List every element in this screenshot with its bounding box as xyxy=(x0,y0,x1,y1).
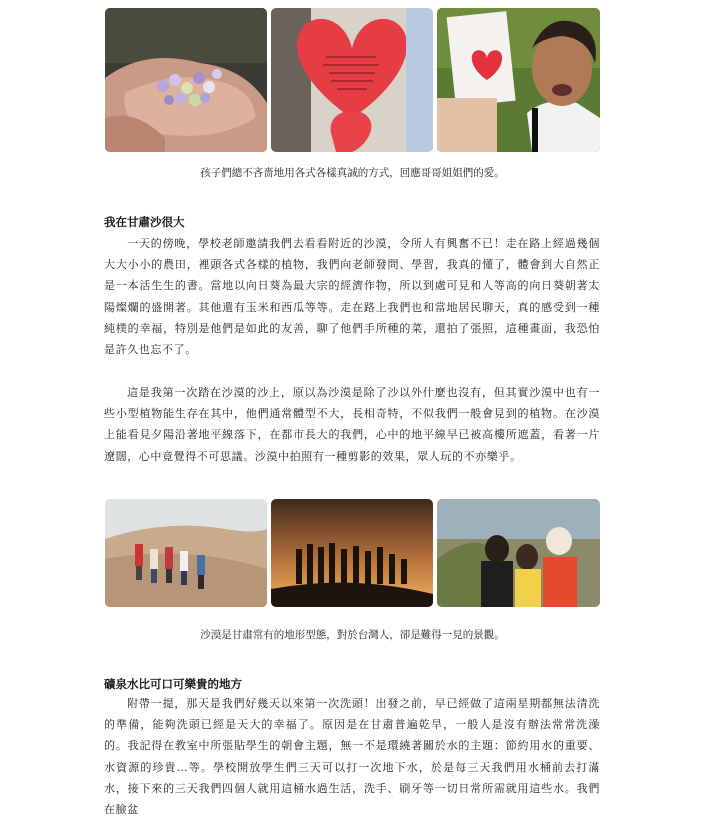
photo-three-friends xyxy=(437,499,600,607)
paragraph-desert-2: 這是我第一次踏在沙漠的沙上，原以為沙漠是除了沙以外什麼也沒有，但其實沙漠中也有一些小型植物能生存在其中，他們通常體型不大，長相奇特，不似我們一般會見到的植物。在沙漠上能看見夕陽沿著地平線落下，在都市長大的我們，心中的地平線早已被高樓所遮蓋，看著一片遼闊，心中竟覺得不可思議。沙漠中拍照有一種剪影的效果，眾人玩的不亦樂乎。 xyxy=(104,386,600,463)
desert-photo-row xyxy=(105,499,600,607)
desert-photo-caption: 沙漠是甘肅常有的地形型態，對於台灣人，卻是難得一見的景觀。 xyxy=(200,629,505,641)
top-photo-caption: 孩子們總不吝嗇地用各式各樣真誠的方式，回應哥哥姐姐們的愛。 xyxy=(200,167,505,179)
paragraph-desert-1: 一天的傍晚，學校老師邀請我們去看看附近的沙漠，令所人有興奮不已！走在路上經過幾個大大小小的農田，裡頭各式各樣的植物，我們向老師發問、學習，我真的懂了，體會到大自然正是一本活生生的書。當地以向日葵為最大宗的經濟作物，所以到處可見和人等高的向日葵朝著太陽燦爛的盛開著。其他還有玉米和西瓜等等。走在路上我們也和當地居民聊天，真的感受到一種純樸的幸福，特別是他們是如此的友善，聊了他們手所種的菜，還拍了張照，這種畫面，我恐怕是許久也忘不了。 xyxy=(104,237,600,357)
photo-red-heart-card xyxy=(271,8,433,152)
top-photo-row xyxy=(105,8,600,152)
photo-paper-stars-in-hand xyxy=(105,8,267,152)
paragraph-water-1: 附帶一提，那天是我們好幾天以來第一次洗頭！出發之前，早已經做了這兩星期都無法清洗的準備，能夠洗頭已經是天大的幸福了。原因是在甘肅普遍乾旱，一般人是沒有辦法常常洗澡的。我記得在教室中所張貼學生的朝會主題，無一不是環繞著關於水的主題：節約用水的重要、水資源的珍貴…等。學校開放學生們三天可以打一次地下水，於是每三天我們用水桶前去打滿水，接下來的三天我們四個人就用這桶水過生活，洗手、刷牙等一切日常所需就用這些水。我們在臉盆 xyxy=(104,697,600,817)
photo-silhouettes-sunset xyxy=(271,499,433,607)
photo-group-on-dune xyxy=(105,499,267,607)
section-heading-water: 礦泉水比可口可樂貴的地方 xyxy=(104,677,242,691)
photo-child-with-card xyxy=(437,8,600,152)
section-heading-desert: 我在甘肅沙很大 xyxy=(104,215,185,229)
